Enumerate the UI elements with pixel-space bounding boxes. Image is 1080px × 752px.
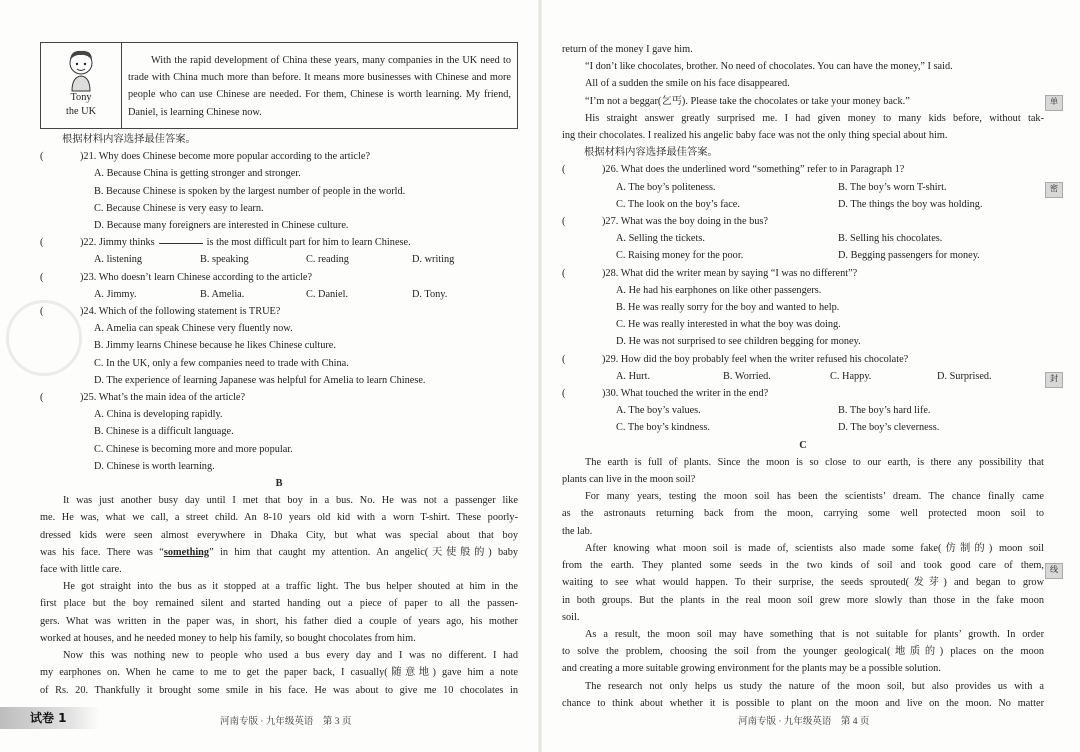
option: D. The things the boy was holding. — [838, 198, 983, 210]
right-page — [540, 0, 1080, 752]
passage-line: first place but the boy remained silent and started handing out a piece of paper to all the passen- — [40, 598, 518, 610]
question-24: ( )24. Which of the following statement is TRUE? — [40, 306, 281, 318]
option: C. Raising money for the poor. — [616, 250, 744, 262]
passage-line: return of the money I gave him. — [562, 44, 693, 55]
section-heading-b: B — [275, 478, 283, 490]
option: C. reading — [306, 254, 349, 266]
question-23: ( )23. Who doesn’t learn Chinese according to the article? — [40, 271, 313, 283]
option: C. Chinese is becoming more and more popular. — [94, 443, 293, 455]
passage-line: dressed kids were seen almost everywhere in Dhaka City, but what was special about that boy — [40, 529, 518, 541]
passage-line: soil. — [562, 611, 580, 623]
section-heading-c: C — [799, 439, 807, 451]
question-28: ( )28. What did the writer mean by saying “I was no different”? — [562, 267, 858, 279]
option: A. Jimmy. — [94, 288, 137, 300]
option: B. Jimmy learns Chinese because he likes Chinese culture. — [94, 340, 336, 352]
passage-line: from the earth. They planted some seeds in the two kinds of soil and took good care of them, — [562, 560, 1044, 572]
passage-line: gers. What was written in the paper was, in short, his father died a couple of years ago, his mother — [40, 615, 518, 627]
option: B. He was really sorry for the boy and wanted to help. — [616, 302, 840, 314]
options-row — [562, 247, 1044, 264]
question-25: ( )25. What’s the main idea of the article? — [40, 392, 246, 404]
option: A. Amelia can speak Chinese very fluently now. — [94, 323, 293, 335]
binding-tab: 封 — [1045, 372, 1063, 388]
passage-line: as the astronauts returning back from the moon, carrying some well protected moon soil to — [562, 508, 1044, 520]
option: C. Happy. — [830, 370, 872, 382]
option: A. He had his earphones on like other passengers. — [616, 284, 822, 296]
option: D. The experience of learning Japanese was helpful for Amelia to learn Chinese. — [94, 374, 426, 386]
option: A. Hurt. — [616, 370, 651, 382]
passage-line: All of a sudden the smile on his face disappeared. — [585, 78, 790, 90]
option: B. The boy’s worn T-shirt. — [838, 181, 947, 193]
passage-line: It was just another busy day until I met that boy in a bus. No. He was not a passenger like — [63, 495, 518, 507]
paper-tag: 试卷 1 — [0, 707, 100, 729]
page-footer: 河南专版 · 九年级英语 第 4 页 — [738, 717, 870, 727]
passage-line: The research not only helps us study the nature of the moon soil, but also provides us with a — [585, 680, 1044, 692]
profile-name: Tony the UK — [65, 92, 97, 117]
option: C. He was really interested in what the boy was doing. — [616, 319, 841, 331]
option: A. listening — [94, 254, 143, 266]
passage-line: Now this was nothing new to people who used a bus every day and I was no different. I had — [63, 650, 518, 662]
underlined-word: something — [163, 546, 210, 558]
passage-line: waiting to see what would happen. To their surprise, the seeds sprouted(发芽) and began to grow — [562, 577, 1044, 589]
passage-line: worked at houses, and he needed money to help his family, so bought chocolates from him. — [40, 632, 416, 644]
passage-line: my earphones on. When he came to me to get the paper back, I casually(随意地) gave him a note — [40, 667, 518, 679]
binding-tab: 线 — [1045, 563, 1063, 579]
passage-line: me. He was, what we call, a street child. An 8-10 years old kid with a worn T-shirt. These poorly- — [40, 512, 518, 524]
passage-line: He got straight into the bus as it stopped at a traffic light. The bus helper shouted at him in the — [63, 581, 518, 593]
profile-text: With the rapid development of China these years, many companies in the UK need to trade with China much more than before. It means more businesses with Chinese and more people who can use Chinese are needed. For them, Chinese is worth learning. My friend, Daniel, is learning Chinese now. — [128, 55, 511, 118]
option: B. Chinese is a difficult language. — [94, 426, 234, 438]
passage-line: ing their chocolates. I realized his angelic baby face was not the only thing special about him. — [562, 130, 948, 142]
options-row — [562, 196, 1044, 213]
passage-line: His straight answer greatly surprised me. I had given money to many kids before, without tak- — [585, 112, 1044, 124]
binding-tab: 单 — [1045, 95, 1063, 111]
question-21: ( )21. Why does Chinese become more popular according to the article? — [40, 151, 371, 163]
option: C. The boy’s kindness. — [616, 422, 710, 434]
passage-line: chance to think about whether it is possible to plant on the moon and live on the moon. No matter — [562, 697, 1044, 709]
option: D. Because many foreigners are interested in Chinese culture. — [94, 220, 349, 232]
passage-line: plants can live in the moon soil? — [562, 474, 696, 486]
option: C. In the UK, only a few companies need to trade with China. — [94, 357, 349, 369]
left-column — [40, 42, 518, 699]
options-row — [40, 286, 518, 303]
passage-line: to solve the problem, choosing the soil from the younger geological(地质的) places on the moon — [562, 646, 1044, 658]
passage-line: For many years, testing the moon soil has been the scientists’ dream. The chance finally came — [585, 491, 1044, 503]
option: C. Because Chinese is very easy to learn. — [94, 202, 264, 214]
option: A. The boy’s values. — [616, 405, 701, 417]
question-30: ( )30. What touched the writer in the end? — [562, 388, 769, 400]
passage-line: The earth is full of plants. Since the moon is so close to our earth, is there any possibility that — [585, 456, 1044, 468]
binding-tab: 密 — [1045, 182, 1063, 198]
options-row — [562, 419, 1044, 436]
question-26: ( )26. What does the underlined word “something” refer to in Paragraph 1? — [562, 164, 905, 176]
options-row — [562, 179, 1044, 196]
option: A. Selling the tickets. — [616, 233, 705, 245]
option: D. He was not surprised to see children begging for money. — [616, 336, 861, 348]
page-footer: 河南专版 · 九年级英语 第 3 页 — [220, 717, 352, 727]
question-22: ( )22. Jimmy thinks is the most difficult part for him to learn Chinese. — [40, 234, 518, 251]
option: D. writing — [412, 254, 455, 266]
option: D. Begging passengers for money. — [838, 250, 980, 262]
option: D. Tony. — [412, 288, 448, 300]
options-row — [562, 368, 1044, 385]
profile-box — [40, 42, 518, 129]
instruction: 根据材料内容选择最佳答案。 — [584, 147, 718, 159]
option: D. The boy’s cleverness. — [838, 422, 940, 434]
passage-line: “I don’t like chocolates, brother. No need of chocolates. You can have the money,” I said. — [585, 61, 953, 73]
profile-portrait — [41, 43, 122, 128]
passage-line: the lab. — [562, 525, 593, 537]
option: B. Selling his chocolates. — [838, 233, 943, 245]
passage-line: was his face. There was “something” in him that caught my attention. An angelic(天使般的) baby — [40, 546, 518, 558]
option: A. The boy’s politeness. — [616, 181, 716, 193]
passage-line: of Rs. 20. Thankfully it brought some smile in his face. He was about to give me 10 chocolates in — [40, 684, 518, 696]
option: D. Surprised. — [937, 370, 992, 382]
question-27: ( )27. What was the boy doing in the bus? — [562, 216, 768, 228]
question-29: ( )29. How did the boy probably feel when the writer refused his chocolate? — [562, 353, 909, 365]
passage-line: As a result, the moon soil may have something that is not suitable for plants’ growth. In order — [585, 628, 1044, 640]
instruction: 根据材料内容选择最佳答案。 — [62, 134, 196, 145]
passage-line: in both groups. But the plants in the real moon soil grew more slowly than those in the fake moon — [562, 594, 1044, 606]
passage-line: After knowing what moon soil is made of, scientists also made some fake(仿制的) moon soil — [585, 542, 1044, 554]
option: B. Worried. — [723, 370, 771, 382]
options-row — [40, 251, 518, 268]
option: C. The look on the boy’s face. — [616, 198, 740, 210]
passage-line: “I’m not a beggar(乞丐). Please take the chocolates or take your money back.” — [585, 95, 910, 107]
options-row — [562, 402, 1044, 419]
option: B. The boy’s hard life. — [838, 405, 931, 417]
option: B. Amelia. — [200, 288, 245, 300]
option: D. Chinese is worth learning. — [94, 460, 215, 472]
options-row — [562, 230, 1044, 247]
option: A. Because China is getting stronger and stronger. — [94, 168, 301, 180]
answer-blank — [159, 234, 203, 244]
passage-line: face with little care. — [40, 564, 122, 576]
right-column — [562, 41, 1044, 712]
option: A. China is developing rapidly. — [94, 409, 223, 421]
option: C. Daniel. — [306, 288, 349, 300]
option: B. Because Chinese is spoken by the largest number of people in the world. — [94, 185, 406, 197]
option: B. speaking — [200, 254, 249, 266]
passage-line: and creating a more suitable growing environment for the plants may be a possible solution. — [562, 663, 941, 675]
boy-cartoon-icon — [61, 45, 101, 93]
